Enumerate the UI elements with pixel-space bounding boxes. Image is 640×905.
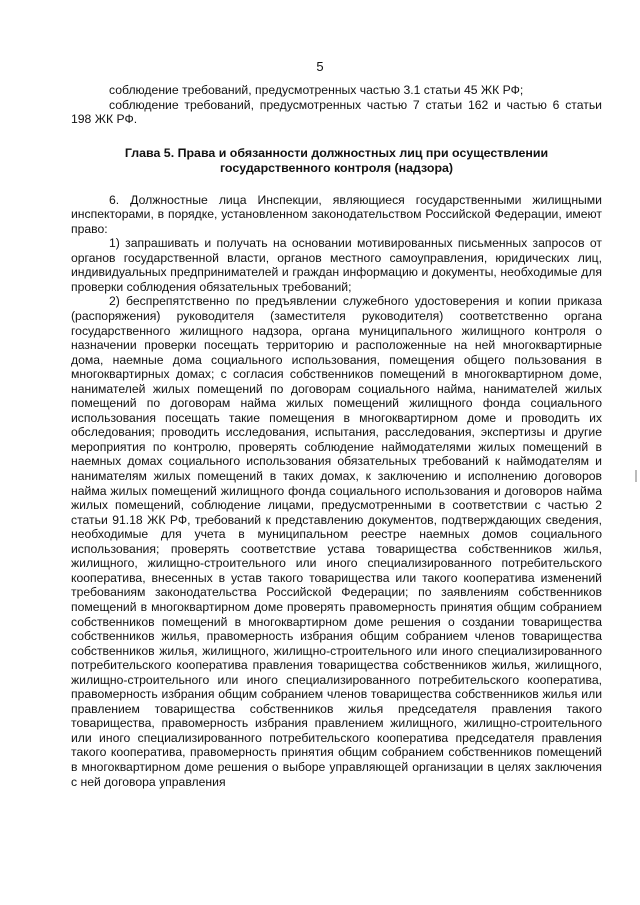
paragraph-right-2: 2) беспрепятственно по предъявлении служебного удостоверения и копии приказа (распоряжения) руководителя (заместителя руководителя) соответственно органа государственного жилищного надзора, органа муниципального жилищного контроля о назначении проверки посещать территорию и расположенные на ней многоквартирные дома, наемные дома социального использования, помещения общего пользования в многоквартирных домах; с согласия собственников помещений в многоквартирном доме, нанимателей жилых помещений по договорам социального найма, нанимателей жилых помещений по договорам найма жилых помещений жилищного фонда социального использования посещать такие помещения в многоквартирном доме и проводить их обследования; проводить исследования, испытания, расследования, экспертизы и другие мероприятия по контролю, проверять соблюдение наймодателями жилых помещений в наемных домах социального использования обязательных требований к наймодателям и нанимателям жилых помещений в таких домах, к заключению и исполнению договоров найма жилых помещений жилищного фонда социального использования и договоров найма жилых помещений, соблюдение лицами, предусмотренными в соответствии с частью 2 статьи 91.18 ЖК РФ, требований к представлению документов, подтверждающих сведения, необходимые для учета в муниципальном реестре наемных домов социального использования; проверять соответствие устава товарищества собственников жилья, жилищного, жилищно-строительного или иного специализированного потребительского кооператива, внесенных в устав такого товарищества или такого кооператива изменений требованиям законодательства Российской Федерации; по заявлениям собственников помещений в многоквартирном доме проверять правомерность принятия общим собранием собственников помещений в многоквартирном доме решения о создании товарищества собственников жилья, правомерность избрания общим собранием членов товарищества собственников жилья, жилищного, жилищно-строительного или иного специализированного потребительского кооператива правления товарищества собственников жилья, жилищного, жилищно-строительного или иного специализированного потребительского кооператива, правомерность избрания общим собранием членов товарищества собственников жилья или правлением товарищества собственников жилья председателя правления такого товарищества, правомерность избрания правлением жилищного, жилищно-строительного или иного специализированного потребительского кооператива председателя правления такого кооператива, правомерность принятия общим собранием собственников помещений в многоквартирном доме решения о выборе управляющей организации в целях заключения с ней договора управления xyxy=(71,294,602,789)
paragraph-right-1: 1) запрашивать и получать на основании мотивированных письменных запросов от органов государственной власти, органов местного самоуправления, юридических лиц, индивидуальных предпринимателей и граждан информацию и документы, необходимые для проверки соблюдения обязательных требований; xyxy=(71,236,602,294)
paragraph-requirement-45: соблюдение требований, предусмотренных частью 3.1 статьи 45 ЖК РФ; xyxy=(109,83,524,97)
paragraph-requirement-162-198: соблюдение требований, предусмотренных частью 7 статьи 162 и частью 6 статьи 198 ЖК РФ. xyxy=(71,97,602,127)
chapter-title: Глава 5. Права и обязанности должностных лиц при осуществлении государственного контроля (надзора) xyxy=(124,145,549,175)
scan-edge-mark xyxy=(635,470,637,482)
page-number: 5 xyxy=(316,59,324,74)
document-body xyxy=(71,83,602,789)
paragraph-section-6: 6. Должностные лица Инспекции, являющиеся государственными жилищными инспекторами, в порядке, установленном законодательством Российской Федерации, имеют право: xyxy=(71,192,602,236)
